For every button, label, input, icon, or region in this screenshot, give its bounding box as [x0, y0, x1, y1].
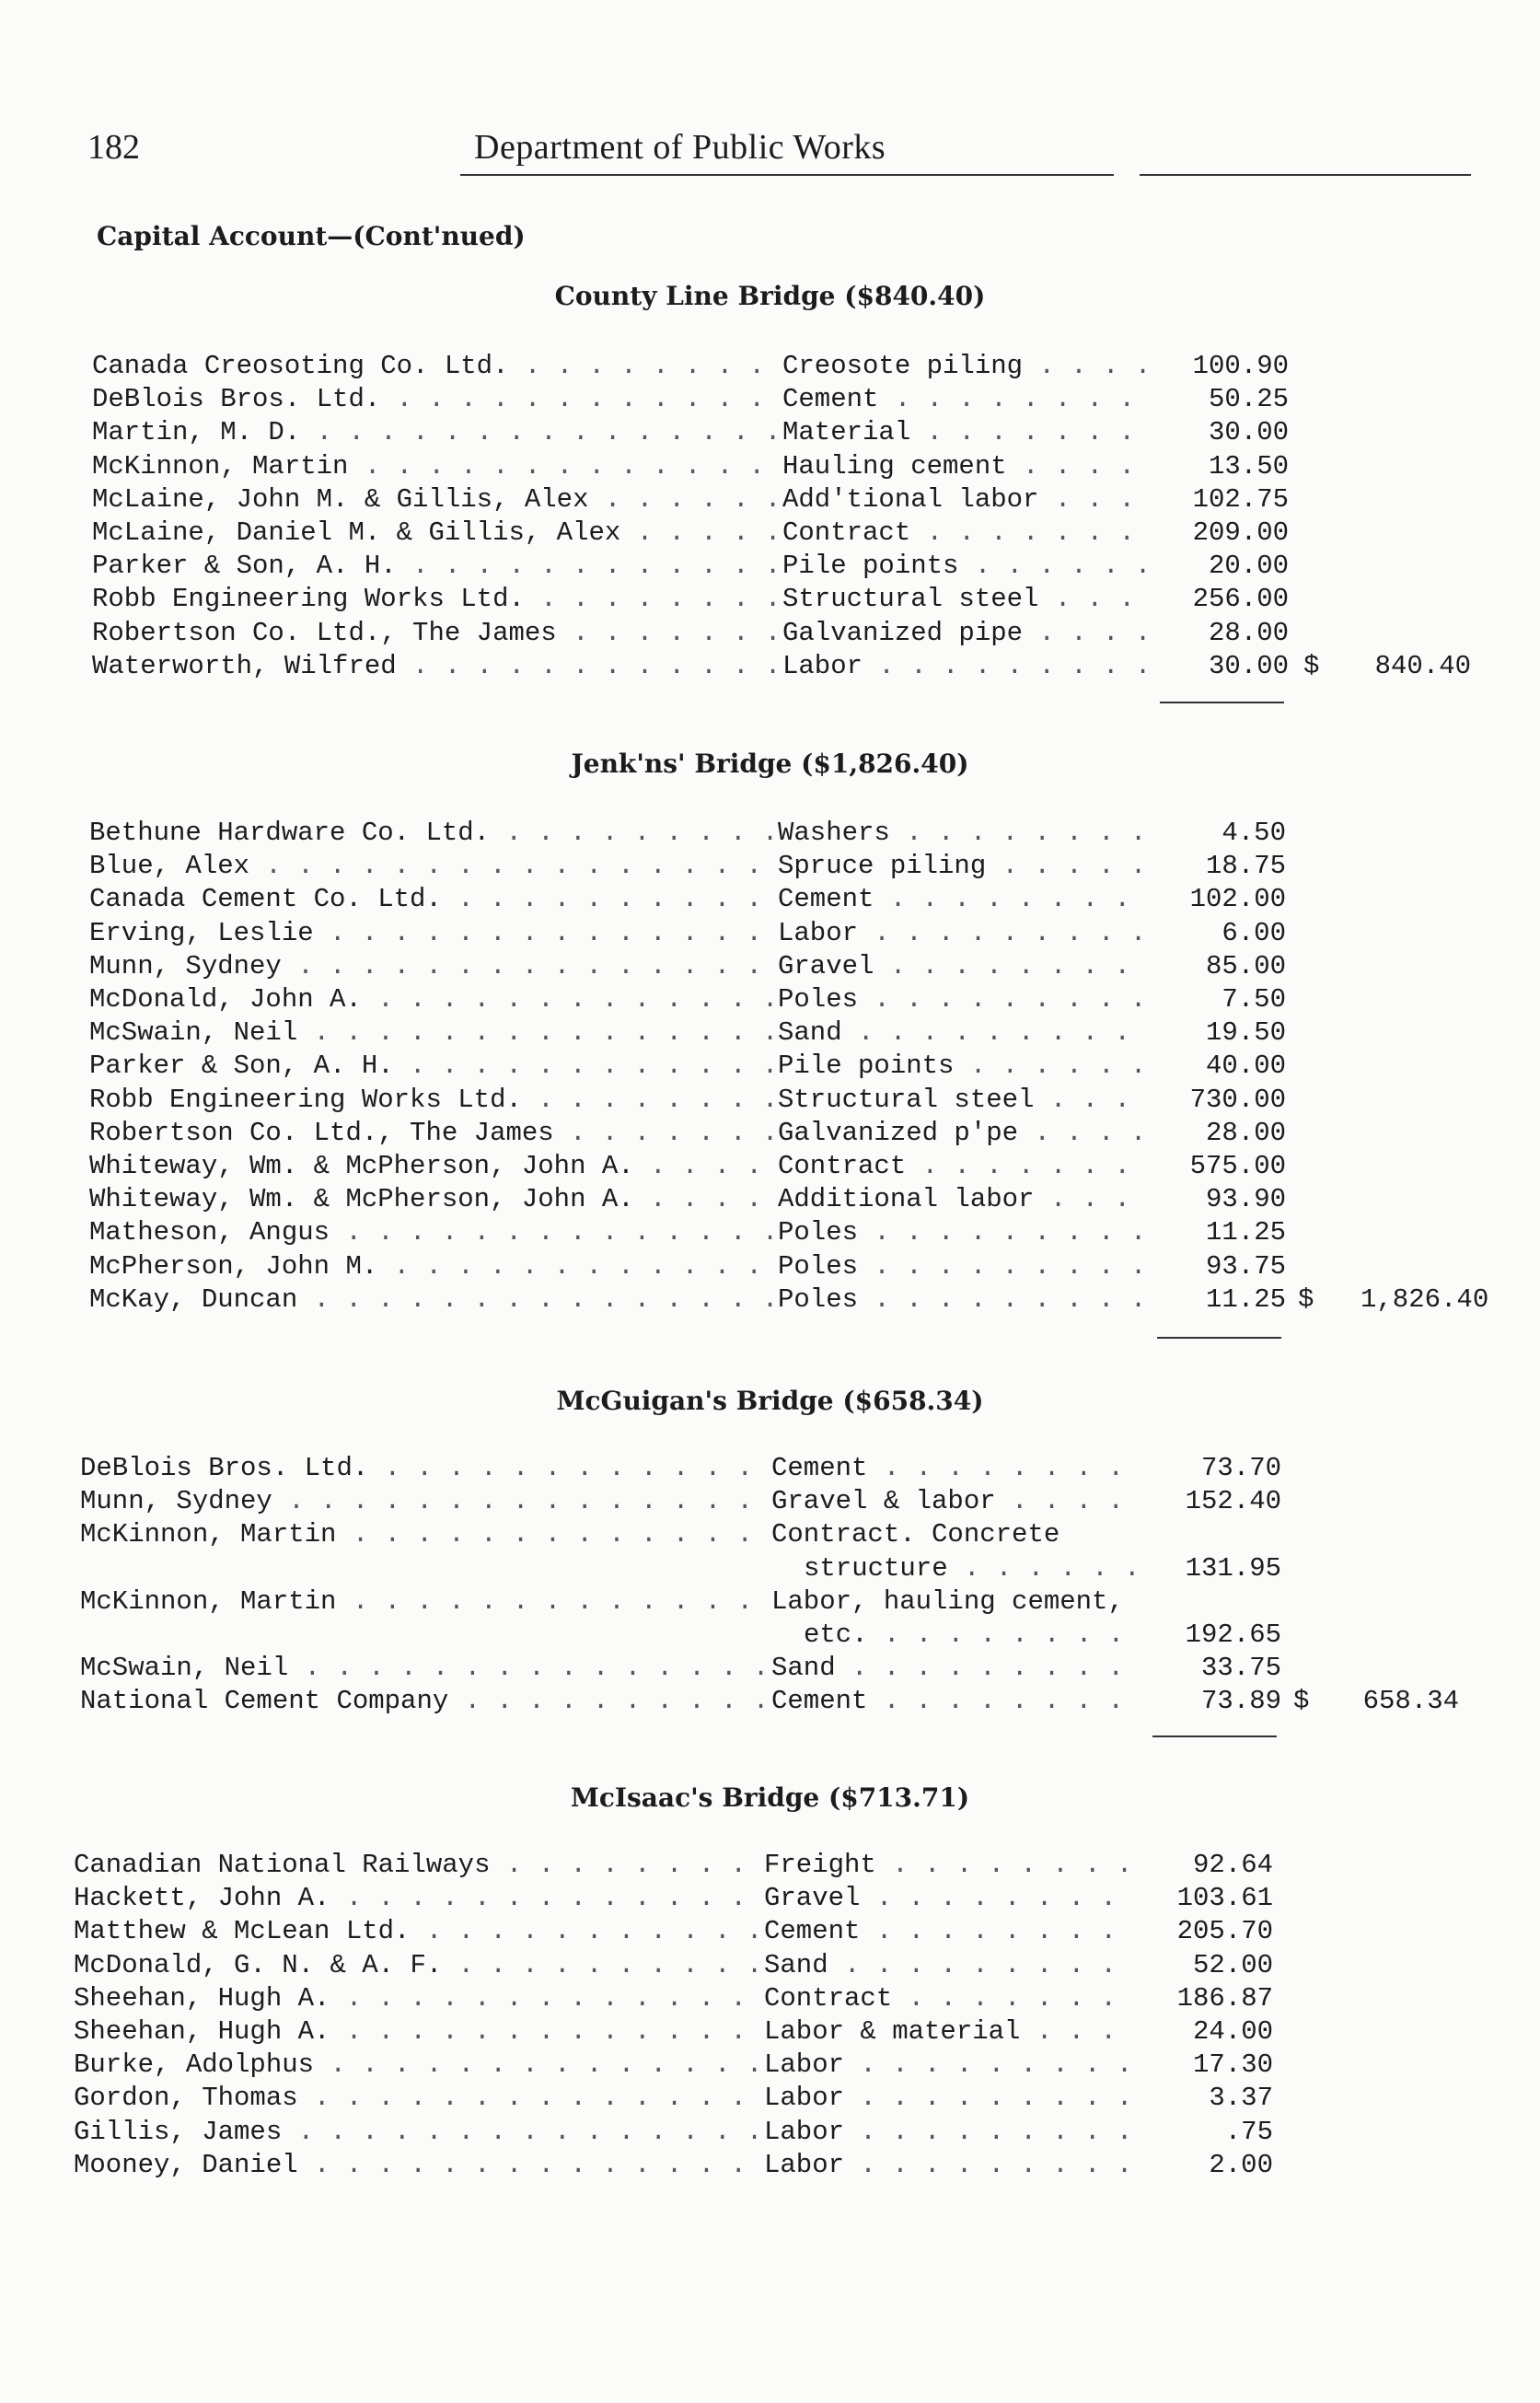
item-description: Washers . . . [778, 817, 1141, 850]
payee-name: McPherson, John M. . . . [89, 1250, 774, 1283]
amount: 93.90 [1205, 1184, 1286, 1215]
payee-name: McSwain, Neil . . . [80, 1652, 768, 1685]
item-description: Creosote piling . . . [782, 350, 1146, 383]
item-description: Cement . . . [771, 1685, 1140, 1718]
table-row [0, 1652, 1540, 1685]
table-row [0, 450, 1540, 483]
payee-name: Sheehan, Hugh A. . . . [74, 1982, 760, 2015]
amount: 192.65 [1185, 1619, 1281, 1650]
item-description: Pile points . . . [782, 550, 1146, 583]
amount: 100.90 [1192, 351, 1289, 381]
amount: 40.00 [1205, 1051, 1286, 1082]
payee-name: Sheehan, Hugh A. . . . [74, 2015, 760, 2049]
amount: 30.00 [1208, 417, 1289, 448]
table-row [0, 1183, 1540, 1216]
section-title: County Line Bridge ($840.40) [554, 281, 986, 311]
table-row [0, 1849, 1540, 1882]
table-row [0, 350, 1540, 383]
table-row [0, 2149, 1540, 2182]
table-row [0, 383, 1540, 416]
subtitle: Capital Account—(Cont'nued) [97, 221, 526, 251]
table-row [0, 1982, 1540, 2015]
table-row [0, 1949, 1540, 1982]
amount: 28.00 [1205, 1117, 1286, 1148]
item-description: Galvanized pipe . . . [782, 617, 1146, 650]
table-row [0, 1452, 1540, 1485]
table-row [0, 1585, 1540, 1619]
table-row [0, 850, 1540, 883]
table-row [0, 883, 1540, 916]
header-rule [460, 174, 1114, 176]
page-number: 182 [87, 128, 140, 167]
table-row [0, 1685, 1540, 1718]
amount: 18.75 [1205, 851, 1286, 882]
payee-name: Bethune Hardware Co. Ltd. . . . [89, 817, 774, 850]
table-row [0, 1250, 1540, 1283]
table-row [0, 2082, 1540, 2115]
item-description: Gravel . . . [764, 1882, 1132, 1915]
item-description: Labor . . . [764, 2082, 1132, 2115]
item-description: Sand . . . [764, 1949, 1132, 1982]
table-row [0, 1283, 1540, 1317]
amount: 19.50 [1205, 1017, 1286, 1049]
payee-name: McKay, Duncan . . . [89, 1283, 774, 1317]
item-description: Contract . . . [778, 1150, 1141, 1183]
payee-name: McSwain, Neil . . . [89, 1016, 774, 1050]
table-row [0, 617, 1540, 650]
item-description: Contract . . . [782, 517, 1146, 550]
payee-name: Robertson Co. Ltd., The James . . . [89, 1117, 774, 1150]
table-row [0, 1882, 1540, 1915]
amount: 20.00 [1208, 551, 1289, 582]
item-description: Poles . . . [778, 1216, 1141, 1249]
item-description: Cement . . . [782, 383, 1146, 416]
payee-name: Matthew & McLean Ltd. . . . [74, 1915, 760, 1948]
amount: 209.00 [1192, 517, 1289, 548]
item-description: Gravel & labor . . . [771, 1485, 1140, 1518]
payee-name: Canadian National Railways . . . [74, 1849, 760, 1882]
section-title: McGuigan's Bridge ($658.34) [556, 1386, 984, 1416]
amount: 85.00 [1205, 950, 1286, 981]
item-description: Cement . . . [764, 1915, 1132, 1948]
payee-name: Parker & Son, A. H. . . . [92, 550, 779, 583]
section-total: 1,826.40 [1361, 1283, 1489, 1315]
payee-name: DeBlois Bros. Ltd. . . . [80, 1452, 768, 1485]
dollar-sign: $ [1293, 1686, 1310, 1717]
item-description: Structural steel . . . [778, 1084, 1141, 1117]
item-description: Spruce piling . . . [778, 850, 1141, 883]
table-row [0, 550, 1540, 583]
table-row [0, 817, 1540, 850]
table-row [0, 1150, 1540, 1183]
payee-name: Mooney, Daniel . . . [74, 2149, 760, 2182]
item-description: Labor . . . [778, 917, 1141, 950]
amount: 52.00 [1192, 1949, 1273, 1980]
table-row [0, 2015, 1540, 2049]
item-description: Hauling cement . . . [782, 450, 1146, 483]
item-description: Sand . . . [771, 1652, 1140, 1685]
amount: 4.50 [1222, 818, 1286, 848]
item-description: Poles . . . [778, 1283, 1141, 1317]
amount: 24.00 [1192, 2016, 1273, 2047]
item-description: Cement . . . [771, 1452, 1140, 1485]
payee-name: Gordon, Thomas . . . [74, 2082, 760, 2115]
payee-name: Hackett, John A. . . . [74, 1882, 760, 1915]
subtotal-rule [1160, 702, 1284, 703]
item-description: Poles . . . [778, 983, 1141, 1016]
payee-name: Martin, M. D. . . . [92, 416, 779, 449]
amount: 50.25 [1208, 384, 1289, 415]
payee-name: Matheson, Angus . . . [89, 1216, 774, 1249]
amount: 33.75 [1200, 1653, 1281, 1684]
amount: 6.00 [1222, 917, 1286, 948]
payee-name: Blue, Alex . . . [89, 850, 774, 883]
payee-name: McLaine, Daniel M. & Gillis, Alex . . . [92, 517, 779, 550]
table-row [0, 517, 1540, 550]
amount: 7.50 [1222, 984, 1286, 1015]
amount: 575.00 [1189, 1151, 1286, 1181]
payee-name: Munn, Sydney . . . [80, 1485, 768, 1518]
amount: 11.25 [1205, 1217, 1286, 1248]
payee-name: Robertson Co. Ltd., The James . . . [92, 617, 779, 650]
amount: 2.00 [1209, 2149, 1273, 2180]
page-header [87, 127, 1468, 173]
payee-name: Canada Creosoting Co. Ltd. . . . [92, 350, 779, 383]
amount: 256.00 [1192, 584, 1289, 615]
table-row [0, 917, 1540, 950]
payee-name: Robb Engineering Works Ltd. . . . [92, 583, 779, 616]
amount: .75 [1224, 2116, 1273, 2147]
table-row [0, 1084, 1540, 1117]
table-row [0, 2049, 1540, 2082]
item-description: Sand . . . [778, 1016, 1141, 1050]
payee-name: McKinnon, Martin . . . [80, 1585, 768, 1619]
table-row [0, 950, 1540, 983]
amount: 131.95 [1185, 1552, 1281, 1584]
payee-name: Erving, Leslie . . . [89, 917, 774, 950]
amount: 17.30 [1192, 2049, 1273, 2081]
table-row [0, 483, 1540, 517]
table-row [0, 2116, 1540, 2149]
payee-name: National Cement Company . . . [80, 1685, 768, 1718]
table-row [0, 1050, 1540, 1083]
amount: 205.70 [1176, 1916, 1273, 1947]
amount: 28.00 [1208, 617, 1289, 648]
item-description: Labor . . . [782, 650, 1146, 683]
item-description: Labor, hauling cement, [771, 1585, 1124, 1617]
item-description: Add'tional labor . . . [782, 483, 1146, 517]
section-title: McIsaac's Bridge ($713.71) [570, 1782, 970, 1813]
amount: 186.87 [1176, 1982, 1273, 2014]
item-description: Labor . . . [764, 2149, 1132, 2182]
subtotal-rule [1157, 1337, 1281, 1339]
table-row [0, 1216, 1540, 1249]
payee-name: Robb Engineering Works Ltd. . . . [89, 1084, 774, 1117]
amount: 103.61 [1176, 1883, 1273, 1914]
amount: 730.00 [1189, 1084, 1286, 1115]
payee-name: Whiteway, Wm. & McPherson, John A. . . . [89, 1150, 774, 1183]
item-description: Structural steel . . . [782, 583, 1146, 616]
section-total: 840.40 [1374, 650, 1471, 681]
payee-name: Waterworth, Wilfred . . . [92, 650, 779, 683]
item-description: Freight . . . [764, 1849, 1132, 1882]
item-description: Galvanized p'pe . . . [778, 1117, 1141, 1150]
amount: 102.75 [1192, 483, 1289, 515]
payee-name: McLaine, John M. & Gillis, Alex . . . [92, 483, 779, 517]
payee-name: DeBlois Bros. Ltd. . . . [92, 383, 779, 416]
payee-name: McDonald, John A. . . . [89, 983, 774, 1016]
table-row-continuation [0, 1619, 1540, 1652]
item-description: Additional labor . . . [778, 1183, 1141, 1216]
item-description: Material . . . [782, 416, 1146, 449]
table-row [0, 416, 1540, 449]
payee-name: McKinnon, Martin . . . [92, 450, 779, 483]
payee-name: Munn, Sydney . . . [89, 950, 774, 983]
amount: 13.50 [1208, 450, 1289, 482]
item-description: Contract . . . [764, 1982, 1132, 2015]
amount: 3.37 [1209, 2083, 1273, 2114]
payee-name: Burke, Adolphus . . . [74, 2049, 760, 2082]
amount: 30.00 [1208, 650, 1289, 681]
section-total: 658.34 [1362, 1686, 1459, 1717]
payee-name: Parker & Son, A. H. . . . [89, 1050, 774, 1083]
table-row [0, 1518, 1540, 1551]
item-description-continued: structure . . . [804, 1552, 1140, 1585]
payee-name: Whiteway, Wm. & McPherson, John A. . . . [89, 1183, 774, 1216]
table-row [0, 1485, 1540, 1518]
item-description-continued: etc. . . . [804, 1619, 1140, 1652]
amount: 73.70 [1200, 1453, 1281, 1483]
amount: 152.40 [1185, 1486, 1281, 1517]
table-row [0, 583, 1540, 616]
dollar-sign: $ [1303, 650, 1320, 681]
page-title: Department of Public Works [474, 128, 886, 167]
table-row [0, 1117, 1540, 1150]
payee-name: Gillis, James . . . [74, 2116, 760, 2149]
amount: 73.89 [1200, 1686, 1281, 1717]
dollar-sign: $ [1298, 1283, 1314, 1315]
amount: 92.64 [1192, 1850, 1273, 1880]
table-row [0, 983, 1540, 1016]
payee-name: Canada Cement Co. Ltd. . . . [89, 883, 774, 916]
amount: 102.00 [1189, 884, 1286, 915]
table-row [0, 650, 1540, 683]
item-description: Contract. Concrete [771, 1519, 1060, 1550]
table-row-continuation [0, 1552, 1540, 1585]
payee-name: McKinnon, Martin . . . [80, 1518, 768, 1551]
item-description: Labor . . . [764, 2116, 1132, 2149]
table-row [0, 1915, 1540, 1948]
amount: 11.25 [1205, 1283, 1286, 1315]
table-row [0, 1016, 1540, 1050]
subtotal-rule [1152, 1736, 1277, 1737]
item-description: Cement . . . [778, 883, 1141, 916]
amount: 93.75 [1205, 1250, 1286, 1282]
item-description: Labor & material . . . [764, 2015, 1132, 2049]
header-rule-right [1140, 174, 1471, 176]
item-description: Gravel . . . [778, 950, 1141, 983]
item-description: Poles . . . [778, 1250, 1141, 1283]
section-title: Jenk'ns' Bridge ($1,826.40) [571, 749, 969, 779]
item-description: Pile points . . . [778, 1050, 1141, 1083]
payee-name: McDonald, G. N. & A. F. . . . [74, 1949, 760, 1982]
item-description: Labor . . . [764, 2049, 1132, 2082]
